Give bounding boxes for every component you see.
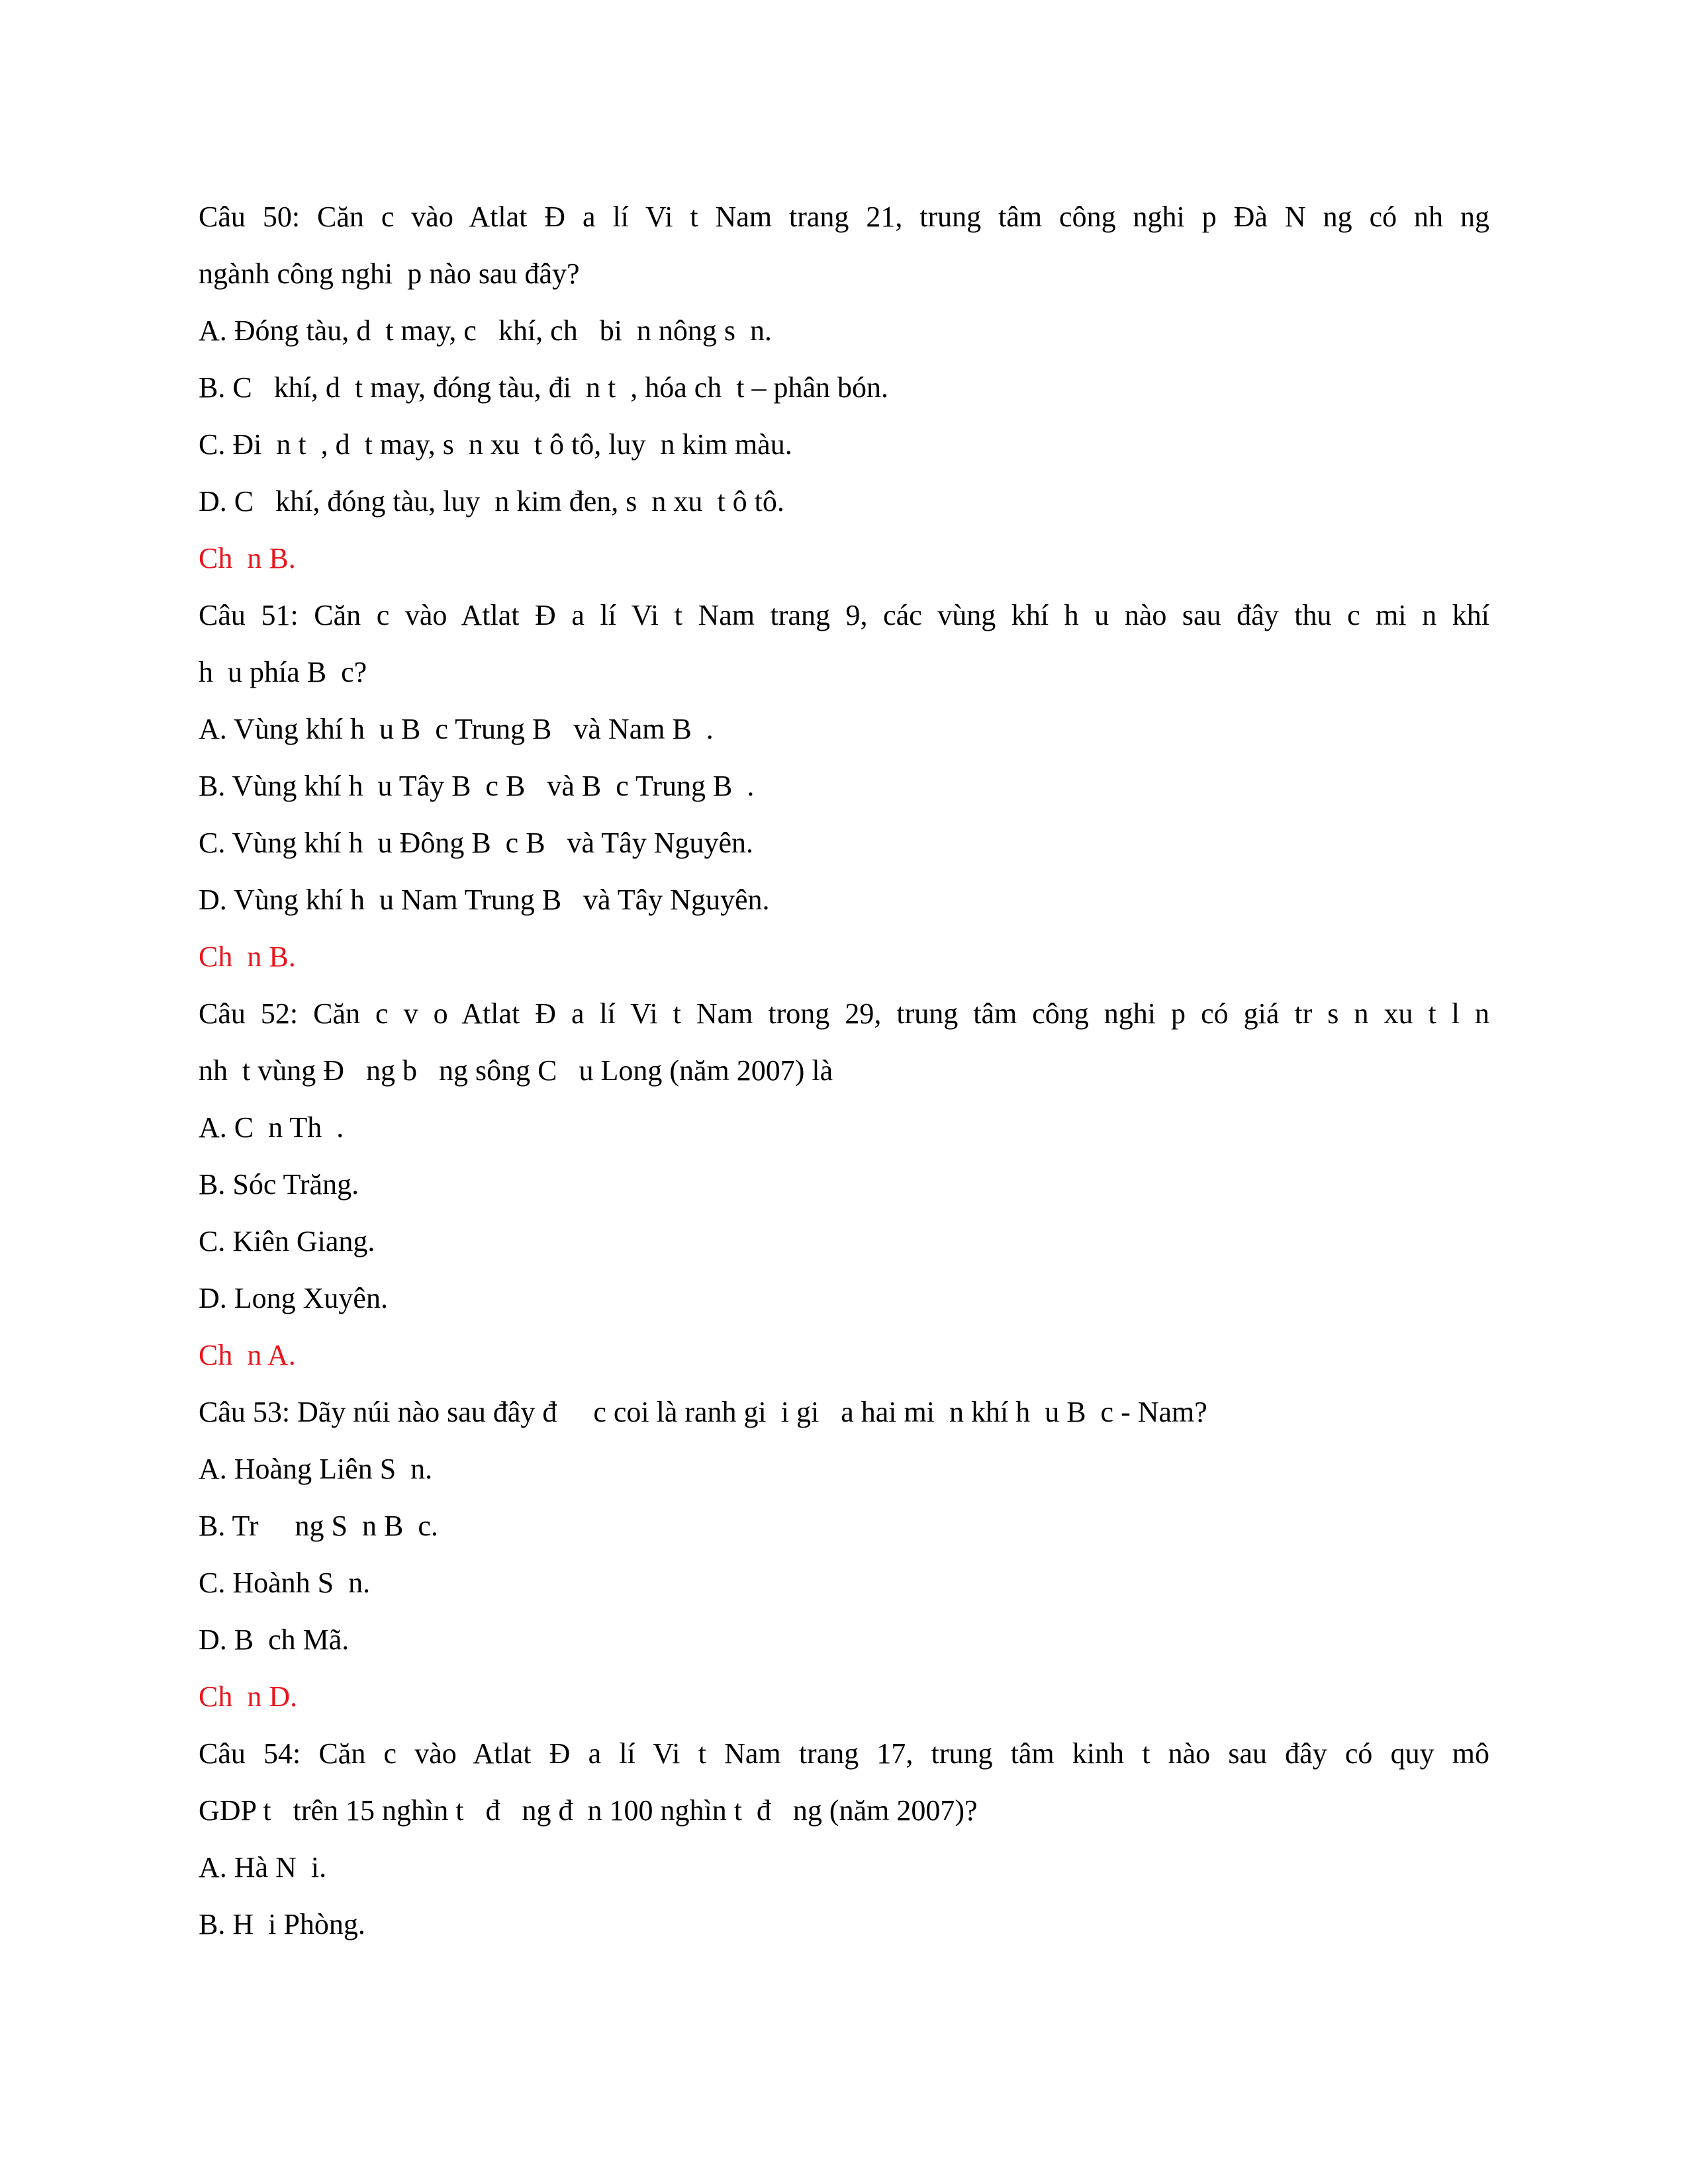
option-a: A. Vùng khí h u B c Trung B và Nam B . — [199, 713, 714, 745]
answer-text: Ch n B. — [199, 940, 296, 973]
question-53 — [199, 1384, 1489, 1725]
document-page — [199, 189, 1489, 1953]
option-c: C. Đi n t , d t may, s n xu t ô tô, luy n kim màu. — [199, 428, 792, 461]
question-stem: Câu 53: Dãy núi nào sau đây đ c coi là ranh gi i gi a hai mi n khí h u B c - Nam? — [199, 1396, 1207, 1428]
question-stem-continuation: ngành công nghi p nào sau đây? — [199, 257, 580, 290]
option-b: B. C khí, d t may, đóng tàu, đi n t , hóa ch t – phân bón. — [199, 371, 889, 404]
question-stem: Câu 50: Căn c vào Atlat Đ a lí Vi t Nam trang 21, trung tâm công nghi p Đà N ng có nh ng — [199, 201, 1489, 233]
option-a: A. Đóng tàu, d t may, c khí, ch bi n nông s n. — [199, 314, 773, 347]
option-c: C. Hoành S n. — [199, 1567, 371, 1599]
answer-text: Ch n A. — [199, 1339, 296, 1371]
option-b: B. Sóc Trăng. — [199, 1168, 359, 1201]
option-b: B. H i Phòng. — [199, 1908, 365, 1940]
option-c: C. Vùng khí h u Đông B c B và Tây Nguyên. — [199, 827, 753, 859]
option-b: B. Tr ng S n B c. — [199, 1510, 438, 1542]
question-50 — [199, 189, 1489, 587]
question-54 — [199, 1725, 1489, 1953]
option-d: D. C khí, đóng tàu, luy n kim đen, s n xu t ô tô. — [199, 485, 784, 518]
question-51 — [199, 587, 1489, 985]
question-stem: Câu 52: Căn c v o Atlat Đ a lí Vi t Nam trong 29, trung tâm công nghi p có giá tr s n xu t l n — [199, 997, 1489, 1030]
option-a: A. Hoàng Liên S n. — [199, 1453, 433, 1485]
option-d: D. Vùng khí h u Nam Trung B và Tây Nguyên. — [199, 884, 770, 916]
question-stem: Câu 51: Căn c vào Atlat Đ a lí Vi t Nam trang 9, các vùng khí h u nào sau đây thu c mi n khí — [199, 599, 1489, 631]
question-stem-continuation: GDP t trên 15 nghìn t đ ng đ n 100 nghìn t đ ng (năm 2007)? — [199, 1794, 978, 1827]
question-52 — [199, 985, 1489, 1384]
option-b: B. Vùng khí h u Tây B c B và B c Trung B . — [199, 770, 755, 802]
option-a: A. C n Th . — [199, 1111, 344, 1144]
option-c: C. Kiên Giang. — [199, 1225, 375, 1257]
option-d: D. Long Xuyên. — [199, 1282, 388, 1314]
question-stem-continuation: nh t vùng Đ ng b ng sông C u Long (năm 2007) là — [199, 1054, 833, 1087]
question-stem-continuation: h u phía B c? — [199, 656, 367, 688]
option-a: A. Hà N i. — [199, 1851, 327, 1884]
question-stem: Câu 54: Căn c vào Atlat Đ a lí Vi t Nam trang 17, trung tâm kinh t nào sau đây có quy mô — [199, 1737, 1489, 1770]
answer-text: Ch n D. — [199, 1680, 298, 1713]
answer-text: Ch n B. — [199, 542, 296, 574]
option-d: D. B ch Mã. — [199, 1623, 350, 1656]
